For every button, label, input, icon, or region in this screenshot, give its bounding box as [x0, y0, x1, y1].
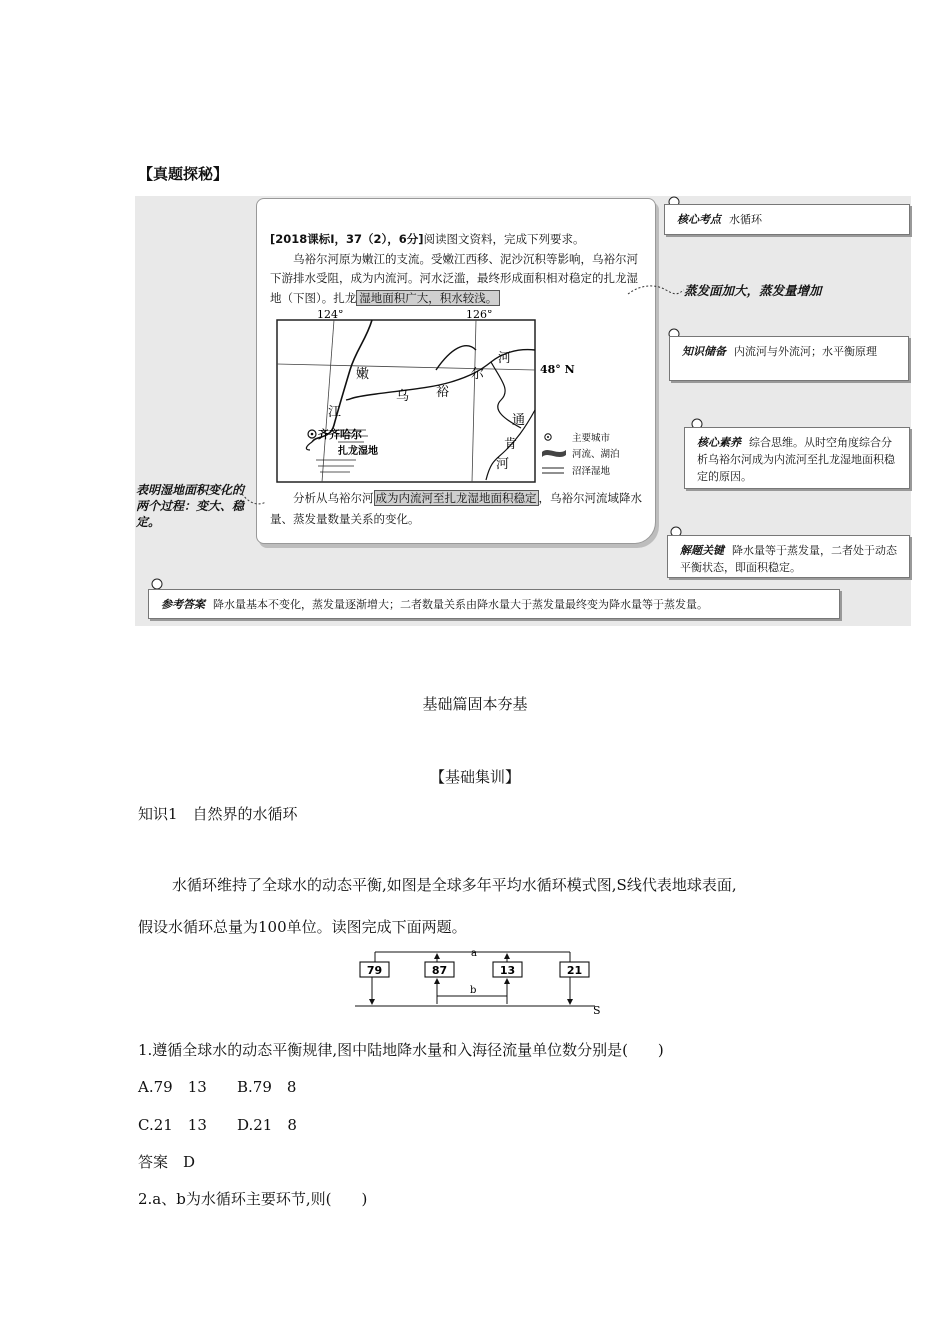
knowledge-text: 内流河与外流河；水平衡原理 — [734, 345, 877, 358]
evap-note: 蒸发面加大，蒸发量增加 — [684, 283, 822, 298]
map-label-nen: 嫩 — [356, 367, 370, 382]
legend-river: 河流、湖泊 — [572, 449, 620, 460]
answer-text: 降水量基本不变化，蒸发量逐渐增大；二者数量关系由降水量大于蒸发量最终变为降水量等于蒸发量。 — [213, 598, 708, 611]
heading-basic: 基础篇固本夯基 — [422, 695, 528, 713]
heading-training: 【基础集训】 — [429, 768, 520, 786]
box-13: 13 — [499, 964, 516, 977]
box-79: 79 — [366, 964, 383, 977]
question-source: [2018课标Ⅰ，37（2），6分] — [270, 232, 424, 246]
label-a: a — [471, 948, 477, 959]
legend-wetland: 沼泽湿地 — [572, 466, 611, 477]
key-point-box — [667, 535, 910, 578]
lon-right: 126° — [466, 310, 493, 321]
map-label-wetland: 扎龙湿地 — [338, 446, 378, 457]
q1-option-c: C.21 13 — [138, 1116, 207, 1134]
map-label-wu: 乌 — [396, 389, 410, 404]
card-question: 分析从乌裕尔河 成为内流河至扎龙湿地面积稳定 ，乌裕尔河流域降水量、蒸发量数量关系的变化。 — [270, 491, 642, 526]
map-label-he: 河 — [498, 351, 512, 366]
question-1: 1.遵循全球水的动态平衡规律,图中陆地降水量和入海径流量单位数分别是( ) — [138, 1041, 664, 1059]
core-point-key: 核心考点 — [677, 213, 721, 226]
core-point-text: 水循环 — [729, 213, 762, 226]
intro-line-2: 假设水循环总量为100单位。读图完成下面两题。 — [138, 918, 467, 936]
map-label-city: 齐齐哈尔 — [318, 428, 362, 441]
answer-box — [148, 589, 840, 619]
q1-option-d: D.21 8 — [237, 1116, 297, 1134]
literacy-box — [684, 427, 910, 489]
answer-key: 参考答案 — [161, 598, 205, 611]
knowledge-label: 知识1 自然界的水循环 — [138, 805, 298, 823]
knowledge-key: 知识储备 — [682, 345, 726, 358]
question-source-tail: 阅读图文资料，完成下列要求。 — [423, 232, 585, 246]
connector-line — [626, 280, 686, 302]
label-s: S — [593, 1004, 601, 1016]
legend-city: 主要城市 — [572, 433, 611, 444]
label-b: b — [470, 985, 477, 996]
box-21: 21 — [566, 964, 583, 977]
zhalong-map — [276, 310, 646, 485]
q1-option-b: B.79 8 — [237, 1078, 297, 1096]
lon-left: 124° — [317, 310, 344, 321]
key-point-text: 降水量等于蒸发量，二者处于动态平衡状态，即面积稳定。 — [680, 544, 897, 574]
question-highlight: 成为内流河至扎龙湿地面积稳定 — [375, 491, 537, 505]
box-87: 87 — [431, 964, 448, 977]
map-label-ken: 肯 — [504, 437, 518, 452]
material-paragraph: 乌裕尔河原为嫩江的支流。受嫩江西移、泥沙沉积等影响，乌裕尔河下游排水受阻，成为内流河。河水泛滥，最终形成面积相对稳定的扎龙湿地（下图）。扎龙 — [270, 251, 638, 305]
question-material — [270, 230, 645, 308]
map-label-jiang: 江 — [328, 405, 342, 420]
question-2: 2.a、b为水循环主要环节,则( ) — [138, 1190, 368, 1208]
map-label-he2: 河 — [496, 457, 510, 472]
material-highlight: 湿地面积广大，积水较浅。 — [356, 290, 500, 306]
left-connector — [240, 490, 270, 510]
left-note: 表明湿地面积变化的两个过程：变大、稳定。 — [136, 483, 245, 529]
literacy-text: 综合思维。从时空角度综合分析乌裕尔河成为内流河至扎龙湿地面积稳定的原因。 — [697, 436, 895, 483]
literacy-key: 核心素养 — [697, 436, 741, 449]
q1-answer: 答案 D — [138, 1153, 196, 1171]
q1-option-a: A.79 13 — [138, 1078, 207, 1096]
map-label-tong: 通 — [512, 413, 526, 428]
water-cycle-diagram — [355, 944, 605, 1016]
key-point-key: 解题关键 — [680, 544, 724, 557]
knowledge-box — [669, 336, 909, 381]
section-title: 【真题探秘】 — [138, 165, 229, 183]
core-point-box — [664, 204, 910, 235]
intro-line-1: 水循环维持了全球水的动态平衡,如图是全球多年平均水循环模式图,S线代表地球表面, — [172, 876, 737, 894]
map-label-yu: 裕 — [436, 385, 450, 400]
map-label-er: 尔 — [471, 367, 485, 382]
lat-label: 48° N — [540, 363, 575, 376]
